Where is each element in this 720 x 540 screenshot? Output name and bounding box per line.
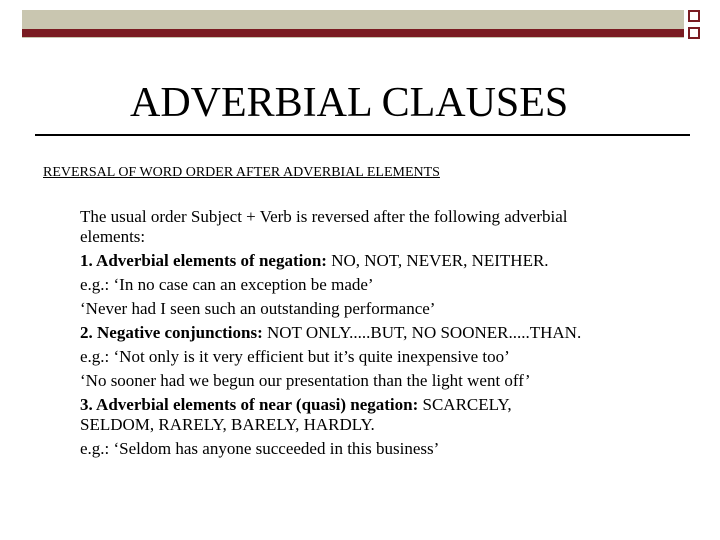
decorative-square-top xyxy=(688,10,700,22)
item-2-example-2: ‘No sooner had we begun our presentation than the light went off’ xyxy=(80,371,531,390)
item-3-continuation: SELDOM, RARELY, BARELY, HARDLY. xyxy=(80,415,375,434)
intro-line-2: elements: xyxy=(80,227,146,246)
item-3-example-1: e.g.: ‘Seldom has anyone succeeded in this business’ xyxy=(80,439,440,458)
item-3-heading: 3. Adverbial elements of near (quasi) negation: xyxy=(80,395,419,414)
decorative-square-bottom xyxy=(688,27,700,39)
intro-line-1: The usual order Subject + Verb is reversed after the following adverbial xyxy=(80,207,568,226)
slide-body xyxy=(80,207,695,459)
item-2-example-1: e.g.: ‘Not only is it very efficient but it’s quite inexpensive too’ xyxy=(80,347,510,366)
item-2-line xyxy=(80,323,695,343)
item-2-text: NOT ONLY.....BUT, NO SOONER.....THAN. xyxy=(262,323,582,342)
item-3-text: SCARCELY, xyxy=(418,395,512,414)
item-1-example-2: ‘Never had I seen such an outstanding performance’ xyxy=(80,299,436,318)
slide-title: ADVERBIAL CLAUSES xyxy=(130,80,569,126)
title-divider xyxy=(35,134,690,136)
item-1-text: NO, NOT, NEVER, NEITHER. xyxy=(326,251,549,270)
header-accent-rule xyxy=(22,29,684,37)
item-1-example-1: e.g.: ‘In no case can an exception be made’ xyxy=(80,275,374,294)
item-1-heading: 1. Adverbial elements of negation: xyxy=(80,251,327,270)
slide-subtitle: REVERSAL OF WORD ORDER AFTER ADVERBIAL ELEMENTS xyxy=(43,165,440,180)
item-2-heading: 2. Negative conjunctions: xyxy=(80,323,263,342)
item-3-line xyxy=(80,395,695,415)
item-1-line xyxy=(80,251,695,271)
